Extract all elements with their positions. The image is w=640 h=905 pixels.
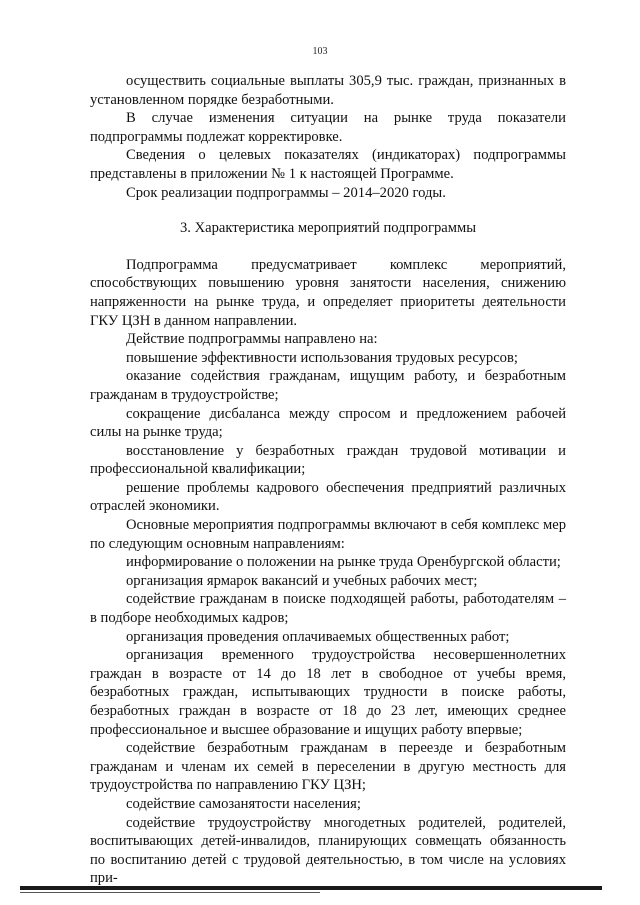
- document-body: [90, 72, 566, 888]
- list-item: информирование о положении на рынке труда Оренбургской области;: [126, 554, 561, 571]
- paragraph: Срок реализации подпрограммы – 2014–2020 годы.: [126, 184, 446, 201]
- paragraph: Сведения о целевых показателях (индикаторах) подпрограммы представлены в приложении № 1 к настоящей Программе.: [90, 147, 566, 182]
- paragraph: осуществить социальные выплаты 305,9 тыс. граждан, признанных в установленном порядке безработными.: [90, 73, 566, 108]
- list-item: организация ярмарок вакансий и учебных рабочих мест;: [126, 572, 478, 589]
- paragraph: В случае изменения ситуации на рынке труда показатели подпрограммы подлежат корректировке.: [90, 110, 566, 145]
- section-title: 3. Характеристика мероприятий подпрограммы: [179, 220, 477, 237]
- list-item: организация временного трудоустройства несовершеннолетних граждан в возрасте от 14 до 18 лет в свободное от учебы время, безработных граждан, испытывающих трудности в поиске работы, безработных граждан в возрасте от 18 до 23 лет, имеющих среднее профессиональное и высшее образование и ищущих работу впервые;: [90, 647, 566, 738]
- scan-edge-line: [20, 886, 602, 890]
- paragraph: Действие подпрограммы направлено на:: [126, 331, 378, 348]
- list-item: решение проблемы кадрового обеспечения предприятий различных отраслей экономики.: [90, 479, 566, 515]
- paragraph: Основные мероприятия подпрограммы включают в себя комплекс мер по следующим основным направлениям:: [90, 517, 566, 552]
- list-item: содействие гражданам в поиске подходящей работы, работодателям – в подборе необходимых кадров;: [90, 591, 566, 627]
- paragraph: Подпрограмма предусматривает комплекс мероприятий, способствующих повышению уровня занятости населения, снижению напряженности на рынке труда, и определяет приоритеты деятельности ГКУ ЦЗН в данном направлении.: [90, 256, 566, 329]
- list-item: организация проведения оплачиваемых общественных работ;: [126, 628, 510, 645]
- page-number: 103: [312, 46, 328, 57]
- list-item: восстановление у безработных граждан трудовой мотивации и профессиональной квалификации;: [90, 442, 566, 478]
- list-item: повышение эффективности использования трудовых ресурсов;: [126, 349, 518, 366]
- scan-edge-line-thin: [20, 892, 320, 893]
- list-item: оказание содействия гражданам, ищущим работу, и безработным гражданам в трудоустройстве;: [90, 368, 566, 403]
- list-item: содействие самозанятости населения;: [126, 795, 361, 812]
- list-item: содействие безработным гражданам в переезде и безработным гражданам и членам их семей в переселении в другую местность для трудоустройства по направлению ГКУ ЦЗН;: [90, 740, 566, 794]
- list-item: сокращение дисбаланса между спросом и предложением рабочей силы на рынке труда;: [90, 405, 566, 441]
- list-item: содействие трудоустройству многодетных родителей, родителей, воспитывающих детей-инвалидов, планирующих совмещать обязанность по воспитанию детей с трудовой деятельностью, в том числе на условиях при-: [90, 814, 566, 887]
